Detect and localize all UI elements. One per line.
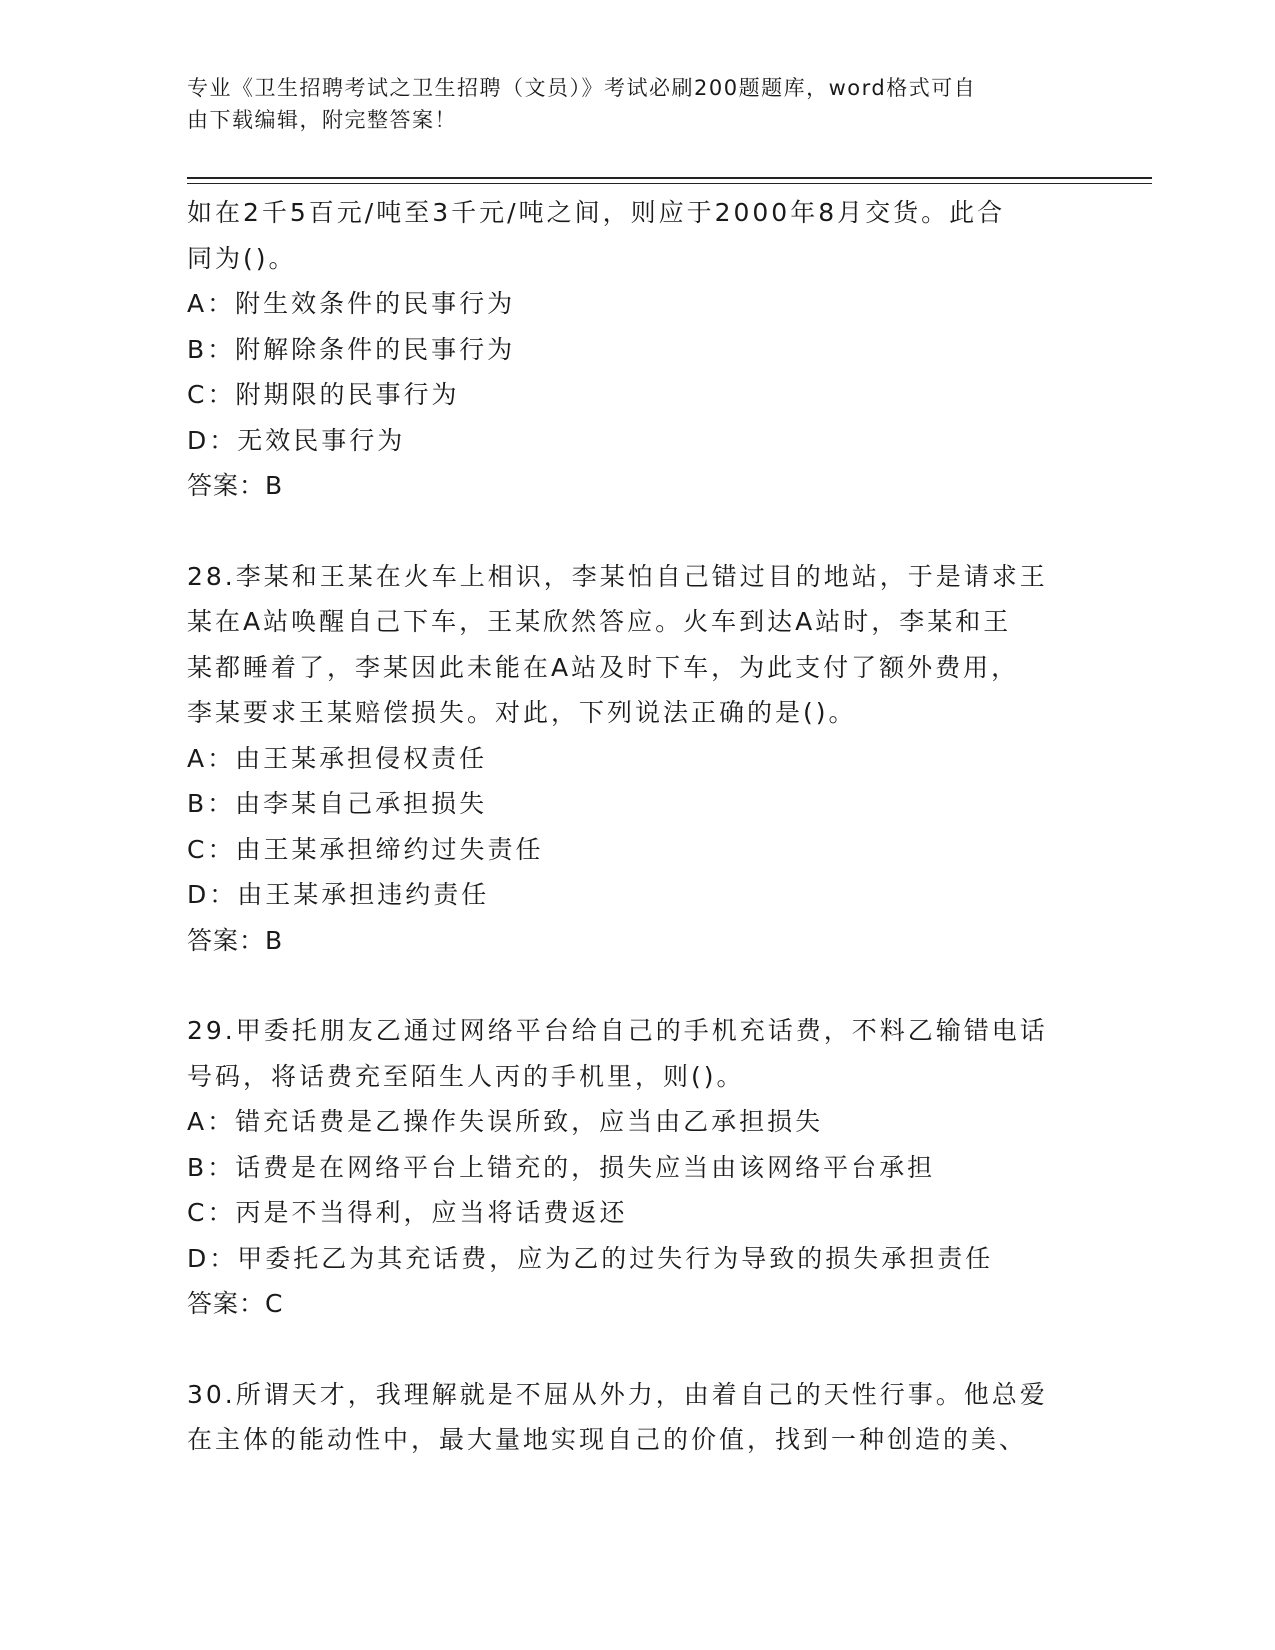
option-b: B：话费是在网络平台上错充的，损失应当由该网络平台承担 bbox=[187, 1152, 936, 1182]
question-27 bbox=[187, 190, 1087, 509]
question-28 bbox=[187, 554, 1087, 964]
question-stem-line: 28.李某和王某在火车上相识，李某怕自己错过目的地站，于是请求王 bbox=[187, 561, 1048, 591]
header-line-1: 专业《卫生招聘考试之卫生招聘（文员）》考试必刷200题题库，word格式可自 bbox=[187, 76, 977, 100]
question-stem-line: 30.所谓天才，我理解就是不屈从外力，由着自己的天性行事。他总爱 bbox=[187, 1379, 1048, 1409]
question-stem-line: 某在A站唤醒自己下车，王某欣然答应。火车到达A站时，李某和王 bbox=[187, 607, 1012, 636]
option-a: A：由王某承担侵权责任 bbox=[187, 743, 488, 773]
option-a: A：附生效条件的民事行为 bbox=[187, 289, 516, 318]
header-rule-thin bbox=[187, 183, 1152, 184]
answer: 答案：C bbox=[187, 1289, 284, 1318]
question-stem-line: 号码，将话费充至陌生人丙的手机里，则()。 bbox=[187, 1061, 745, 1091]
header-rule-thick bbox=[187, 177, 1152, 179]
question-stem-line: 某都睡着了，李某因此未能在A站及时下车，为此支付了额外费用， bbox=[187, 652, 1020, 682]
option-b: B：由李某自己承担损失 bbox=[187, 789, 488, 818]
option-b: B：附解除条件的民事行为 bbox=[187, 334, 516, 364]
document-body bbox=[187, 190, 1087, 1463]
spacer bbox=[187, 963, 1087, 1008]
option-d: D：无效民事行为 bbox=[187, 425, 406, 455]
question-stem-line: 李某要求王某赔偿损失。对此，下列说法正确的是()。 bbox=[187, 698, 857, 727]
answer: 答案：B bbox=[187, 471, 284, 500]
option-c: C：丙是不当得利，应当将话费返还 bbox=[187, 1198, 628, 1227]
header-line-2: 由下载编辑，附完整答案！ bbox=[187, 108, 457, 132]
question-stem-line: 同为()。 bbox=[187, 243, 297, 273]
spacer bbox=[187, 1327, 1087, 1372]
spacer bbox=[187, 509, 1087, 554]
option-d: D：由王某承担违约责任 bbox=[187, 880, 490, 909]
question-stem-line: 如在2千5百元/吨至3千元/吨之间，则应于2000年8月交货。此合 bbox=[187, 198, 1006, 227]
question-stem-line: 在主体的能动性中，最大量地实现自己的价值，找到一种创造的美、 bbox=[187, 1425, 1028, 1454]
answer: 答案：B bbox=[187, 925, 284, 955]
question-stem-line: 29.甲委托朋友乙通过网络平台给自己的手机充话费，不料乙输错电话 bbox=[187, 1016, 1048, 1045]
question-29 bbox=[187, 1008, 1087, 1327]
document-header bbox=[187, 72, 1067, 136]
option-d: D：甲委托乙为其充话费，应为乙的过失行为导致的损失承担责任 bbox=[187, 1243, 994, 1273]
option-c: C：附期限的民事行为 bbox=[187, 380, 460, 409]
option-a: A：错充话费是乙操作失误所致，应当由乙承担损失 bbox=[187, 1107, 824, 1136]
question-30 bbox=[187, 1372, 1087, 1463]
option-c: C：由王某承担缔约过失责任 bbox=[187, 834, 544, 864]
